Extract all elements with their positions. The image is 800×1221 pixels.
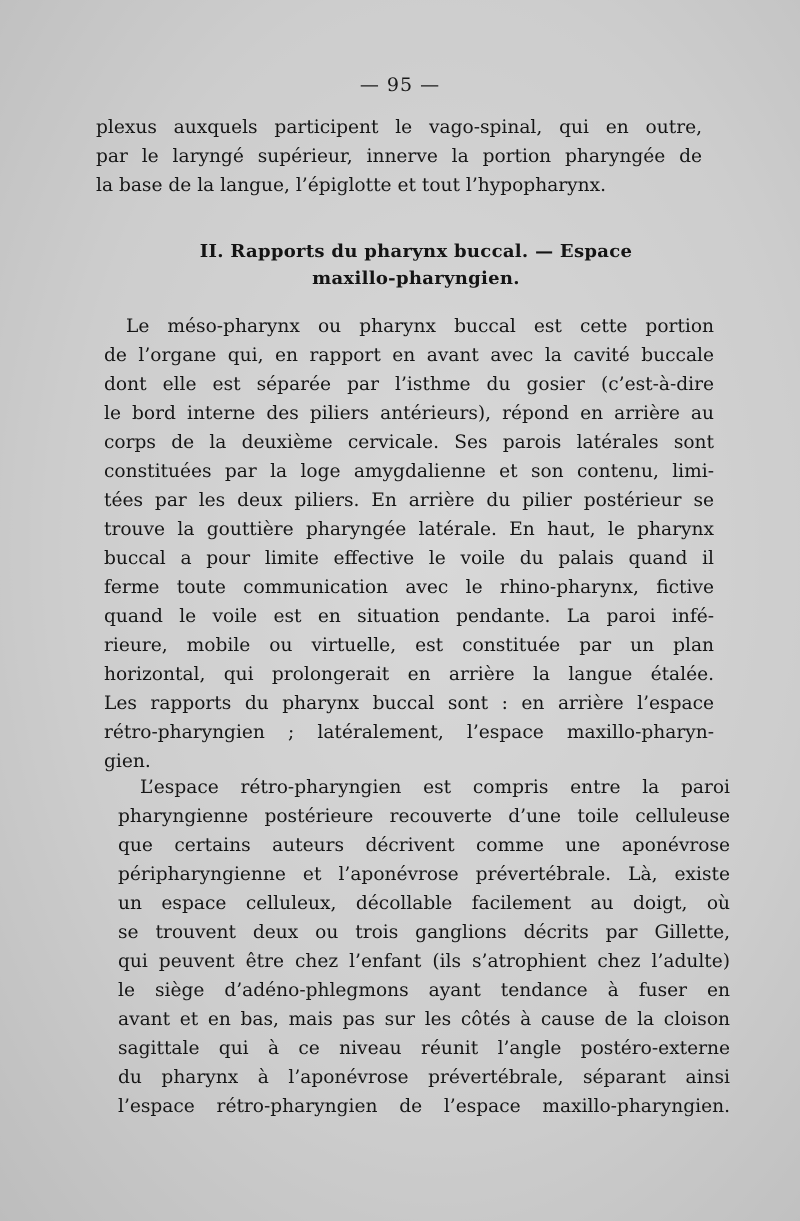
text-line: Le méso-pharynx ou pharynx buccal est cette portion	[126, 316, 714, 337]
text-line: ferme toute communication avec le rhino-pharynx, fictive	[104, 577, 714, 598]
text-line: de l’organe qui, en rapport en avant avec la cavité buccale	[104, 345, 714, 366]
page-number: — 95 —	[359, 74, 441, 96]
section-heading-line-1: II. Rapports du pharynx buccal. — Espace	[199, 241, 633, 262]
text-line: le siège d’adéno-phlegmons ayant tendance à fuser en	[118, 980, 730, 1001]
text-line: le bord interne des piliers antérieurs), répond en arrière au	[104, 403, 714, 424]
intro-paragraph	[96, 113, 702, 200]
paragraph-retro-pharyngien	[118, 773, 730, 1121]
text-line: plexus auxquels participent le vago-spinal, qui en outre,	[96, 117, 702, 138]
text-line: la base de la langue, l’épiglotte et tout l’hypopharynx.	[96, 175, 607, 196]
section-heading	[96, 238, 736, 292]
text-line: péripharyngienne et l’aponévrose prévertébrale. Là, existe	[118, 864, 730, 885]
text-line: qui peuvent être chez l’enfant (ils s’atrophient chez l’adulte)	[118, 951, 730, 972]
text-line: rétro-pharyngien ; latéralement, l’espace maxillo-pharyn-	[104, 722, 714, 743]
text-line: l’espace rétro-pharyngien de l’espace maxillo-pharyngien.	[118, 1096, 730, 1117]
text-line: buccal a pour limite effective le voile du palais quand il	[104, 548, 714, 569]
text-line: par le laryngé supérieur, innerve la portion pharyngée de	[96, 146, 702, 167]
text-line: L’espace rétro-pharyngien est compris entre la paroi	[140, 777, 730, 798]
text-line: quand le voile est en situation pendante. La paroi infé-	[104, 606, 714, 627]
text-line: horizontal, qui prolongerait en arrière la langue étalée.	[104, 664, 714, 685]
text-line: constituées par la loge amygdalienne et son contenu, limi-	[104, 461, 714, 482]
text-line: trouve la gouttière pharyngée latérale. En haut, le pharynx	[104, 519, 714, 540]
text-line: sagittale qui à ce niveau réunit l’angle postéro-externe	[118, 1038, 730, 1059]
text-line: rieure, mobile ou virtuelle, est constituée par un plan	[104, 635, 714, 656]
text-line: tées par les deux piliers. En arrière du pilier postérieur se	[104, 490, 714, 511]
text-line: pharyngienne postérieure recouverte d’une toile celluleuse	[118, 806, 730, 827]
text-line: se trouvent deux ou trois ganglions décrits par Gillette,	[118, 922, 730, 943]
text-line: corps de la deuxième cervicale. Ses parois latérales sont	[104, 432, 714, 453]
section-heading-line-2: maxillo-pharyngien.	[312, 268, 520, 289]
text-line: que certains auteurs décrivent comme une aponévrose	[118, 835, 730, 856]
paragraph-meso-pharynx	[104, 312, 714, 776]
text-line: du pharynx à l’aponévrose prévertébrale, séparant ainsi	[118, 1067, 730, 1088]
text-line: avant et en bas, mais pas sur les côtés à cause de la cloison	[118, 1009, 730, 1030]
text-line: dont elle est séparée par l’isthme du gosier (c’est-à-dire	[104, 374, 714, 395]
text-line: un espace celluleux, décollable facilement au doigt, où	[118, 893, 730, 914]
text-line: Les rapports du pharynx buccal sont : en arrière l’espace	[104, 693, 714, 714]
text-line: gien.	[104, 751, 151, 772]
